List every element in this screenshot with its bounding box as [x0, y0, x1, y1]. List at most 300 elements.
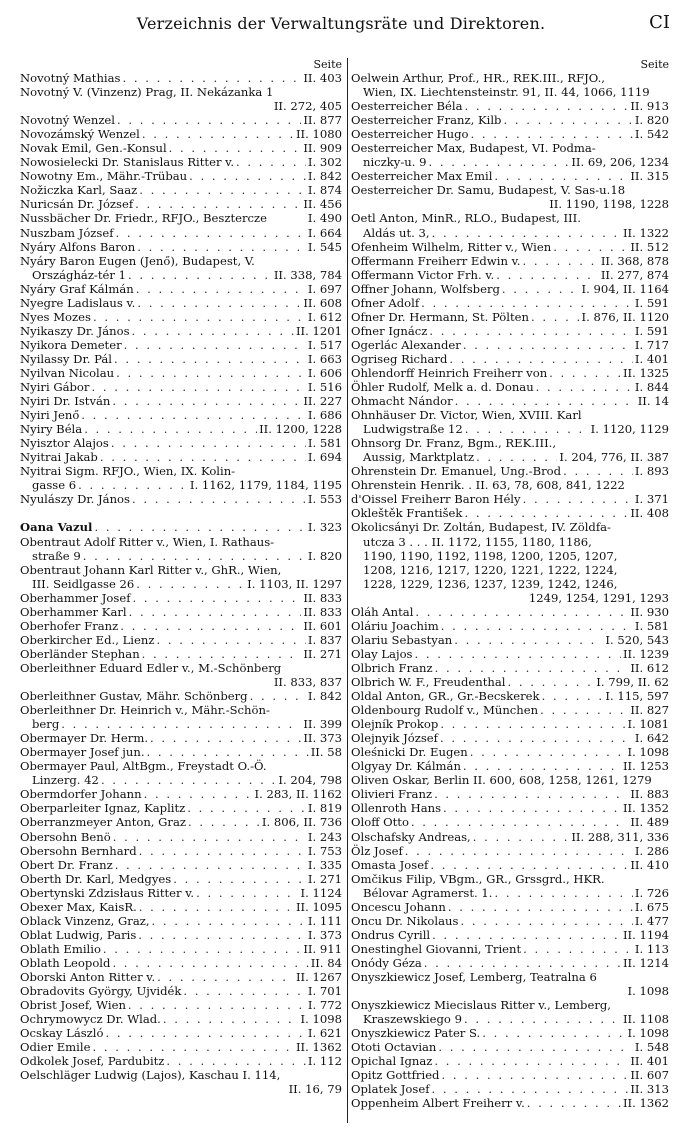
- leader-dots: [463, 759, 621, 773]
- index-entry: [351, 633, 669, 647]
- entry-name: Oppenheim Albert Freiherr v.: [351, 1096, 525, 1111]
- index-entry: [351, 858, 669, 872]
- entry-line: [20, 830, 342, 844]
- index-entry: [351, 268, 669, 282]
- index-entry: [351, 956, 669, 970]
- entry-line: [20, 268, 342, 282]
- index-entry: [351, 282, 669, 296]
- index-entry: [351, 254, 669, 268]
- entry-line: [20, 254, 342, 268]
- entry-name: Olbrich Franz: [351, 660, 433, 675]
- page-reference: I. 799, II. 62: [596, 675, 669, 689]
- index-entry: [351, 815, 669, 829]
- entry-line: [20, 942, 342, 956]
- index-entry: [20, 310, 342, 324]
- page-reference: I. 204, 776, II. 387: [559, 450, 669, 465]
- index-entry: [351, 773, 669, 787]
- page-reference: II. 16, 79: [288, 1082, 342, 1097]
- entry-line: [20, 535, 342, 549]
- seite-label: Seite: [640, 58, 669, 71]
- entry-line: [351, 563, 669, 577]
- index-entry: [20, 155, 342, 169]
- leader-dots: [117, 113, 301, 127]
- entry-name: Oberranzmeyer Anton, Graz: [20, 815, 186, 830]
- index-entry: [20, 928, 342, 942]
- entry-line: [20, 169, 342, 183]
- index-entry: [351, 1026, 669, 1040]
- entry-name: Obexer Max, KaisR.: [20, 899, 137, 914]
- leader-dots: [432, 928, 621, 942]
- index-entry: [20, 394, 342, 408]
- leader-dots: [455, 394, 636, 408]
- leader-dots: [61, 717, 301, 731]
- entry-name: Nyiry Béla: [20, 422, 83, 437]
- entry-line: [351, 942, 669, 956]
- leader-dots: [81, 408, 306, 422]
- entry-name: Obersohn Bernhard: [20, 843, 137, 858]
- page-reference: I. 842: [307, 169, 342, 184]
- leader-dots: [123, 71, 302, 85]
- page-reference: I. 842: [307, 689, 342, 704]
- entry-name: Offermann Victor Frh. v.: [351, 267, 495, 282]
- entry-name: Aldás ut. 3,: [363, 225, 430, 240]
- entry-name: Nyikaszy Dr. János: [20, 323, 130, 338]
- index-entry: [20, 450, 342, 464]
- entry-line: [351, 1026, 669, 1040]
- page-reference: I. 621: [307, 1026, 342, 1041]
- entry-name: Olgyay Dr. Kálmán: [351, 759, 461, 774]
- leader-dots: [428, 155, 569, 169]
- index-entry: [20, 633, 342, 647]
- page-reference: II. 833, 837: [273, 675, 342, 689]
- page-reference: I. 286: [634, 843, 669, 858]
- entry-name: Ofenheim Wilhelm, Ritter v., Wien: [351, 239, 552, 254]
- index-entry: [20, 352, 342, 366]
- index-entry: [20, 605, 342, 619]
- index-entry: [351, 352, 669, 366]
- entry-line: [351, 956, 669, 970]
- entry-line: [20, 815, 342, 829]
- entry-name: Nyilvan Nicolau: [20, 365, 115, 380]
- index-entry: [20, 338, 342, 352]
- entry-name: Onestinghel Giovanni, Trient: [351, 941, 522, 956]
- page-reference: I. 323: [307, 520, 342, 535]
- index-entry: [20, 380, 342, 394]
- page-reference: I. 837: [307, 632, 342, 647]
- index-entry: [351, 914, 669, 928]
- page-reference: I. 553: [307, 492, 342, 507]
- entry-line: [351, 155, 669, 169]
- entry-line: [20, 787, 342, 801]
- page-reference: II. 607: [630, 1068, 669, 1083]
- entry-name: Obentraut Johann Karl Ritter v., GhR., Wien,: [20, 562, 282, 577]
- leader-dots: [503, 113, 632, 127]
- leader-dots: [464, 506, 628, 520]
- entry-name: Oloff Otto: [351, 815, 409, 830]
- index-entry: [20, 183, 342, 197]
- page-reference: I. 271: [307, 871, 342, 886]
- index-entry: [351, 240, 669, 254]
- leader-dots: [101, 773, 276, 787]
- leader-dots: [78, 478, 188, 492]
- index-entry: [351, 605, 669, 619]
- leader-dots: [169, 141, 302, 155]
- entry-name: Onódy Géza: [351, 955, 422, 970]
- entry-name: Oberleithner Gustav, Mähr. Schönberg: [20, 689, 248, 704]
- entry-line: [351, 1096, 669, 1110]
- leader-dots: [434, 787, 628, 801]
- entry-name: gasse 6: [32, 478, 77, 493]
- entry-line: [351, 773, 669, 787]
- index-entry: [351, 310, 669, 324]
- index-entry: [351, 1096, 669, 1110]
- entry-name: Nyisztor Alajos: [20, 436, 109, 451]
- leader-dots: [460, 914, 632, 928]
- entry-line: [351, 900, 669, 914]
- page-reference: I. 726: [634, 885, 669, 900]
- entry-name: Oesterreicher Dr. Samu, Budapest, V. Sas-u.18: [351, 183, 626, 198]
- entry-name: Offermann Freiherr Edwin v.: [351, 253, 521, 268]
- page-reference: II. 399: [303, 717, 342, 732]
- page-reference: II. 883: [630, 787, 669, 802]
- page-reference: I. 335: [307, 857, 342, 872]
- page-reference: I. 591: [634, 323, 669, 338]
- entry-line: [20, 633, 342, 647]
- entry-line: [351, 886, 669, 900]
- entry-line: [351, 549, 669, 563]
- entry-name: Ocskay László: [20, 1026, 104, 1041]
- entry-name: Oblat Ludwig, Paris: [20, 927, 137, 942]
- entry-name: Obermayer Paul, AltBgm., Freystadt O.-Ö.: [20, 759, 267, 774]
- entry-line: [20, 310, 342, 324]
- index-entry: [351, 324, 669, 338]
- entry-line: [351, 310, 669, 324]
- leader-dots: [91, 380, 305, 394]
- entry-line: [20, 563, 342, 577]
- index-entry: [351, 872, 669, 900]
- leader-dots: [128, 268, 272, 282]
- index-entry: [351, 1054, 669, 1068]
- leader-dots: [113, 830, 306, 844]
- entry-name: III. Seidlgasse 26: [32, 576, 135, 591]
- entry-line: [351, 689, 669, 703]
- page-reference: II. 1200, 1228: [259, 422, 342, 437]
- entry-line: [351, 464, 669, 478]
- entry-line: [351, 436, 669, 450]
- page-reference: II. 1352: [622, 801, 669, 816]
- index-entry: [351, 759, 669, 773]
- index-entry: [351, 675, 669, 689]
- leader-dots: [112, 394, 301, 408]
- entry-line: [351, 731, 669, 745]
- entry-name: Opitz Gottfried: [351, 1068, 440, 1083]
- page-reference: II. 827: [630, 703, 669, 718]
- leader-dots: [531, 310, 580, 324]
- page-reference: I. 753: [307, 843, 342, 858]
- entry-name: Oesterreicher Béla: [351, 99, 463, 114]
- entry-line: [20, 436, 342, 450]
- entry-name: Ochrymowycz Dr. Wlad.: [20, 1012, 161, 1027]
- entry-line: [20, 211, 342, 225]
- entry-line: [20, 928, 342, 942]
- page-reference: I. 302: [307, 155, 342, 170]
- page-reference: II. 1253: [622, 759, 669, 774]
- entry-line: [351, 1012, 669, 1026]
- index-entry: [20, 436, 342, 450]
- index-entry: [351, 492, 669, 506]
- index-entry: [351, 844, 669, 858]
- leader-dots: [144, 787, 253, 801]
- entry-line: [351, 535, 669, 549]
- entry-line: [20, 366, 342, 380]
- entry-name: Nyilassy Dr. Pál: [20, 351, 112, 366]
- entry-line: [351, 1040, 669, 1054]
- page-reference: 1249, 1254, 1291, 1293: [528, 590, 669, 605]
- index-entry: [20, 71, 342, 85]
- page-reference: I. 1098: [627, 1026, 669, 1041]
- page-reference: II. 288, 311, 336: [571, 829, 669, 844]
- entry-name: Oncu Dr. Nikolaus: [351, 913, 459, 928]
- entry-name: Bélovar Agramerst. 1.: [363, 885, 493, 900]
- index-entry: [20, 169, 342, 183]
- page-reference: I. 520, 543: [605, 632, 669, 647]
- entry-name: Olschafsky Andreas,: [351, 829, 471, 844]
- entry-line: [351, 647, 669, 661]
- entry-line: [20, 464, 342, 478]
- index-entry: [351, 900, 669, 914]
- leader-dots: [100, 450, 306, 464]
- entry-line: [351, 352, 669, 366]
- leader-dots: [94, 521, 305, 535]
- entry-line: [20, 1068, 342, 1082]
- leader-dots: [463, 338, 633, 352]
- index-entry: [20, 85, 342, 113]
- entry-name: Omčikus Filip, VBgm., GR., Grssgrd., HKR.: [351, 871, 605, 886]
- index-entry: [351, 1068, 669, 1082]
- page-reference: II. 612: [630, 660, 669, 675]
- entry-line: [20, 886, 342, 900]
- entry-name: Ollenroth Hans: [351, 801, 442, 816]
- entry-line: [351, 324, 669, 338]
- entry-line: [20, 1026, 342, 1040]
- page-reference: II. 368, 878: [600, 253, 669, 268]
- page-reference: II. 403: [303, 71, 342, 85]
- page-reference: II. 271: [303, 646, 342, 661]
- page-reference: I. 697: [307, 281, 342, 296]
- page-reference: I. 243: [307, 829, 342, 844]
- entry-name: Oberleithner Dr. Heinrich v., Mähr.-Schön-: [20, 703, 270, 718]
- index-entry: [20, 197, 342, 211]
- leader-dots: [150, 731, 301, 745]
- leader-dots: [476, 450, 557, 464]
- entry-name: Odier Emile: [20, 1040, 91, 1055]
- entry-name: Onyszkiewicz Pater S.: [351, 1026, 481, 1041]
- index-entry: [20, 464, 342, 492]
- entry-line: [351, 506, 669, 520]
- index-entry: [20, 240, 342, 254]
- entry-name: Obermdorfer Johann: [20, 787, 142, 802]
- leader-dots: [187, 801, 306, 815]
- index-entry: [351, 169, 669, 183]
- page-reference: I. 371: [634, 492, 669, 507]
- page-reference: I. 612: [307, 309, 342, 324]
- page-reference: I. 904, II. 1164: [581, 281, 669, 296]
- leader-dots: [115, 858, 306, 872]
- entry-name: Linzerg. 42: [32, 773, 99, 788]
- index-entry: [20, 1054, 342, 1068]
- entry-line: [351, 591, 669, 605]
- entry-name: Oesterreicher Hugo: [351, 127, 469, 142]
- page-reference: I. 548: [634, 1040, 669, 1055]
- entry-line: [20, 998, 342, 1012]
- entry-name: Nussbächer Dr. Friedr., RFJO., Besztercze: [20, 211, 267, 226]
- index-entry: [20, 492, 342, 506]
- entry-line: [20, 338, 342, 352]
- page-reference: II. 272, 405: [273, 99, 342, 114]
- page-reference: I. 717: [634, 337, 669, 352]
- index-entry: [20, 408, 342, 422]
- page-reference: I. 401: [634, 351, 669, 366]
- entry-line: [351, 1068, 669, 1082]
- entry-name: Oberkircher Ed., Lienz: [20, 632, 155, 647]
- entry-name: 1190, 1190, 1192, 1198, 1200, 1205, 1207,: [363, 548, 618, 563]
- page-reference: II. 833: [303, 590, 342, 605]
- entry-line: [351, 914, 669, 928]
- leader-dots: [496, 268, 599, 282]
- page-reference: II. 1267: [295, 970, 342, 984]
- page-reference: I. 1098: [627, 984, 669, 999]
- page-reference: II. 14: [637, 394, 669, 409]
- entry-name: Obradovits György, Ujvidék: [20, 984, 182, 999]
- index-entry: [20, 872, 342, 886]
- index-entry: [20, 703, 342, 731]
- page-reference: II. 1214: [622, 955, 669, 970]
- entry-name: Ofner Adolf: [351, 295, 420, 310]
- entry-line: [351, 254, 669, 268]
- leader-dots: [92, 1040, 293, 1054]
- index-entry: [20, 1068, 342, 1096]
- page-reference: I. 820: [307, 548, 342, 563]
- index-entry: [351, 703, 669, 717]
- entry-line: [20, 394, 342, 408]
- entry-name: Ohrenstein Dr. Emanuel, Ung.-Brod: [351, 464, 562, 479]
- page-reference: II. 408: [630, 506, 669, 521]
- entry-line: [20, 352, 342, 366]
- index-entry: [351, 745, 669, 759]
- leader-dots: [147, 745, 309, 759]
- entry-name: Nyáry Baron Eugen (Jenő), Budapest, V.: [20, 253, 255, 268]
- entry-line: [20, 450, 342, 464]
- index-entry: [351, 521, 669, 605]
- entry-name: Ludwigstraße 12: [363, 422, 463, 437]
- index-entry: [20, 1026, 342, 1040]
- leader-dots: [138, 928, 306, 942]
- leader-dots: [188, 815, 260, 829]
- page-title: Verzeichnis der Verwaltungsräte und Direktoren.: [136, 14, 546, 33]
- entry-line: [351, 282, 669, 296]
- entry-name: Nyáry Alfons Baron: [20, 239, 136, 254]
- entry-line: [20, 801, 342, 815]
- index-entry: [20, 366, 342, 380]
- entry-name: Ofner Ignácz: [351, 323, 428, 338]
- entry-line: [20, 900, 342, 914]
- leader-dots: [465, 422, 589, 436]
- index-entry: [20, 563, 342, 591]
- index-entry: [351, 211, 669, 239]
- index-entry: [20, 296, 342, 310]
- entry-name: Oberhammer Josef: [20, 590, 131, 605]
- index-entry: [20, 422, 342, 436]
- leader-dots: [549, 366, 621, 380]
- entry-name: Nyiri Gábor: [20, 380, 90, 395]
- index-entry: [20, 591, 342, 605]
- entry-line: [20, 99, 342, 113]
- entry-line: [20, 1012, 342, 1026]
- entry-line: [20, 1054, 342, 1068]
- page-reference: II. 1201: [295, 323, 342, 338]
- entry-line: [20, 197, 342, 211]
- leader-dots: [83, 549, 306, 563]
- entry-name: Ofner Dr. Hermann, St. Pölten: [351, 309, 529, 324]
- index-entry: [351, 478, 669, 492]
- index-entry: [20, 731, 342, 745]
- entry-line: [351, 240, 669, 254]
- entry-line: [351, 113, 669, 127]
- entry-name: Nožiczka Karl, Saaz: [20, 183, 138, 198]
- index-entry: [20, 830, 342, 844]
- leader-dots: [523, 942, 633, 956]
- page-reference: I. 204, 798: [278, 773, 342, 788]
- leader-dots: [116, 226, 306, 240]
- entry-line: [351, 211, 669, 225]
- index-entry: [20, 647, 342, 661]
- entry-line: [20, 380, 342, 394]
- entry-name: Oldal Anton, GR., Gr.-Becskerek: [351, 689, 540, 704]
- leader-dots: [129, 605, 302, 619]
- entry-line: [20, 226, 342, 240]
- page-reference: I. 701: [307, 984, 342, 999]
- entry-line: [20, 1082, 342, 1096]
- leader-dots: [128, 998, 306, 1012]
- entry-name: Olejnyik József: [351, 731, 438, 746]
- leader-dots: [236, 155, 306, 169]
- entry-name: niczky-u. 9: [363, 155, 427, 170]
- entry-line: [20, 858, 342, 872]
- index-entry: [20, 787, 342, 801]
- page-reference: I. 1098: [300, 1012, 342, 1027]
- index-entry: [351, 998, 669, 1026]
- leader-dots: [120, 619, 301, 633]
- entry-name: Onyszkiewicz Josef, Lemberg, Teatralna 6: [351, 970, 597, 984]
- index-entry: [20, 1012, 342, 1026]
- index-entry: [20, 689, 342, 703]
- entry-name: Oelschläger Ludwig (Lajos), Kaschau I. 114,: [20, 1068, 281, 1083]
- index-entry: [351, 99, 669, 113]
- entry-name: Novak Emil, Gen.-Konsul: [20, 141, 167, 156]
- index-entry: [20, 942, 342, 956]
- page-reference: I. 581: [307, 436, 342, 451]
- leader-dots: [536, 380, 633, 394]
- page-reference: II. 930: [630, 604, 669, 619]
- page-reference: II. 909: [303, 141, 342, 156]
- entry-line: [20, 408, 342, 422]
- index-entry: [351, 661, 669, 675]
- leader-dots: [470, 745, 626, 759]
- page-reference: I. 517: [307, 337, 342, 352]
- leader-dots: [142, 647, 302, 661]
- leader-dots: [443, 801, 621, 815]
- index-entry: [351, 338, 669, 352]
